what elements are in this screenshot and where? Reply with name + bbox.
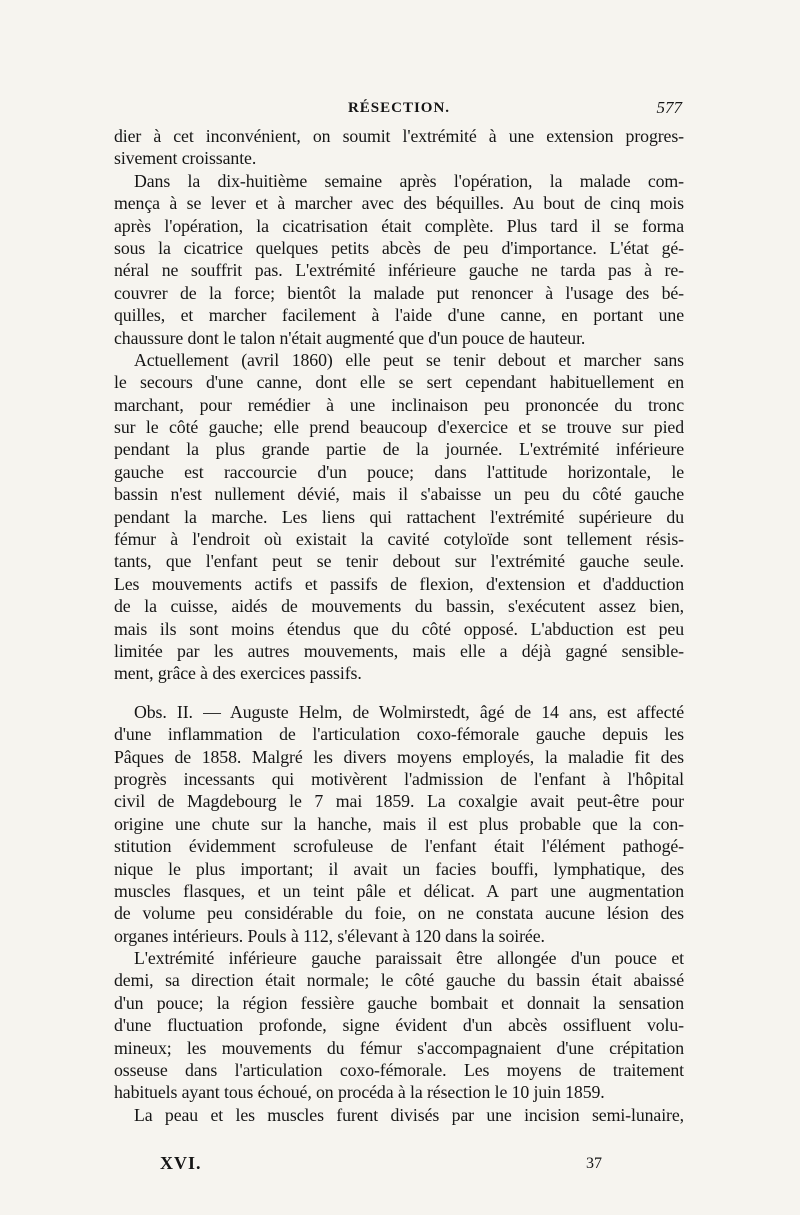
text-line: Obs. II. — Auguste Helm, de Wolmirstedt, âgé de 14 ans, est affecté xyxy=(134,701,684,722)
text-line: mineux; les mouvements du fémur s'accompagnaient d'une crépitation xyxy=(114,1037,684,1058)
text-line: Actuellement (avril 1860) elle peut se tenir debout et marcher sans xyxy=(134,349,684,370)
text-line: d'un pouce; la région fessière gauche bombait et donnait la sensation xyxy=(114,992,684,1013)
text-line: tants, que l'enfant peut se tenir debout sur l'extrémité gauche seule. xyxy=(114,551,684,572)
text-line: de la cuisse, aidés de mouvements du bassin, s'exécutent assez bien, xyxy=(114,596,684,617)
text-line: marchant, pour remédier à une inclinaison peu prononcée du tronc xyxy=(114,394,684,415)
text-line: ment, grâce à des exercices passifs. xyxy=(114,663,362,684)
text-line: nique le plus important; il avait un facies bouffi, lymphatique, des xyxy=(114,858,684,879)
text-line: quilles, et marcher facilement à l'aide d'une canne, en portant une xyxy=(114,305,684,326)
signature-mark: XVI. xyxy=(160,1153,202,1173)
paragraph-recovery xyxy=(114,170,684,349)
sheet-number: 37 xyxy=(586,1155,602,1172)
text-line: muscles flasques, et un teint pâle et délicat. A part une augmentation xyxy=(114,880,684,901)
text-line: limitée par les autres mouvements, mais elle a déjà gagné sensible- xyxy=(114,640,684,661)
text-line: gauche est raccourcie d'un pouce; dans l'attitude horizontale, le xyxy=(114,461,684,482)
paragraph-examination xyxy=(114,947,684,1104)
text-line: après l'opération, la cicatrisation était complète. Plus tard il se forma xyxy=(114,215,684,236)
text-line: couvrer de la force; bientôt la malade put renoncer à l'usage des bé- xyxy=(114,282,684,303)
text-line: fémur à l'endroit où existait la cavité cotyloïde sont tellement résis- xyxy=(114,529,684,550)
text-line: La peau et les muscles furent divisés par une incision semi-lunaire, xyxy=(134,1104,684,1125)
text-line: néral ne souffrit pas. L'extrémité inférieure gauche ne tarda pas à re- xyxy=(114,260,684,281)
page-number: 577 xyxy=(656,98,682,117)
paragraph-operation xyxy=(114,1104,684,1126)
text-line: organes intérieurs. Pouls à 112, s'élevant à 120 dans la soirée. xyxy=(114,925,545,946)
running-head xyxy=(116,100,682,120)
paragraph-continuation xyxy=(114,125,684,170)
text-line: sur le côté gauche; elle prend beaucoup d'exercice et se trouve sur pied xyxy=(114,417,684,438)
text-line: Dans la dix-huitième semaine après l'opération, la malade com- xyxy=(134,170,684,191)
text-line: sivement croissante. xyxy=(114,148,257,169)
page-body xyxy=(114,125,684,1126)
text-line: Les mouvements actifs et passifs de flexion, d'extension et d'adduction xyxy=(114,573,684,594)
text-line: mais ils sont moins étendus que du côté opposé. L'abduction est peu xyxy=(114,618,684,639)
text-line: de volume peu considérable du foie, on ne constata aucune lésion des xyxy=(114,903,684,924)
text-line: sous la cicatrice quelques petits abcès de peu d'importance. L'état gé- xyxy=(114,237,684,258)
text-line: d'une fluctuation profonde, signe évident d'un abcès ossifluent volu- xyxy=(114,1015,684,1036)
text-line: bassin n'est nullement dévié, mais il s'abaisse un peu du côté gauche xyxy=(114,484,684,505)
text-line: osseuse dans l'articulation coxo-fémorale. Les moyens de traitement xyxy=(114,1060,684,1081)
text-line: le secours d'une canne, dont elle se sert cependant habituellement en xyxy=(114,372,684,393)
paragraph-observation-ii xyxy=(114,701,684,947)
text-line: habituels ayant tous échoué, on procéda à la résection le 10 juin 1859. xyxy=(114,1082,605,1103)
text-line: chaussure dont le talon n'était augmenté que d'un pouce de hauteur. xyxy=(114,327,586,348)
text-line: stitution évidemment scrofuleuse de l'enfant était l'élément pathogé- xyxy=(114,836,684,857)
text-line: d'une inflammation de l'articulation coxo-fémorale gauche depuis les xyxy=(114,724,684,745)
paragraph-current-state xyxy=(114,349,684,685)
text-line: demi, sa direction était normale; le côté gauche du bassin était abaissé xyxy=(114,970,684,991)
section-gap xyxy=(114,685,684,701)
text-line: mença à se lever et à marcher avec des béquilles. Au bout de cinq mois xyxy=(114,193,684,214)
text-line: civil de Magdebourg le 7 mai 1859. La coxalgie avait peut-être pour xyxy=(114,791,684,812)
text-line: L'extrémité inférieure gauche paraissait être allongée d'un pouce et xyxy=(134,948,684,969)
text-line: origine une chute sur la hanche, mais il est plus probable que la con- xyxy=(114,813,684,834)
text-line: pendant la marche. Les liens qui rattachent l'extrémité supérieure du xyxy=(114,506,684,527)
text-line: pendant la plus grande partie de la journée. L'extrémité inférieure xyxy=(114,439,684,460)
text-line: Pâques de 1858. Malgré les divers moyens employés, la maladie fit des xyxy=(114,746,684,767)
text-line: dier à cet inconvénient, on soumit l'extrémité à une extension progres- xyxy=(114,126,684,146)
running-title: RÉSECTION. xyxy=(347,100,451,116)
text-line: progrès incessants qui motivèrent l'admission de l'enfant à l'hôpital xyxy=(114,768,684,789)
